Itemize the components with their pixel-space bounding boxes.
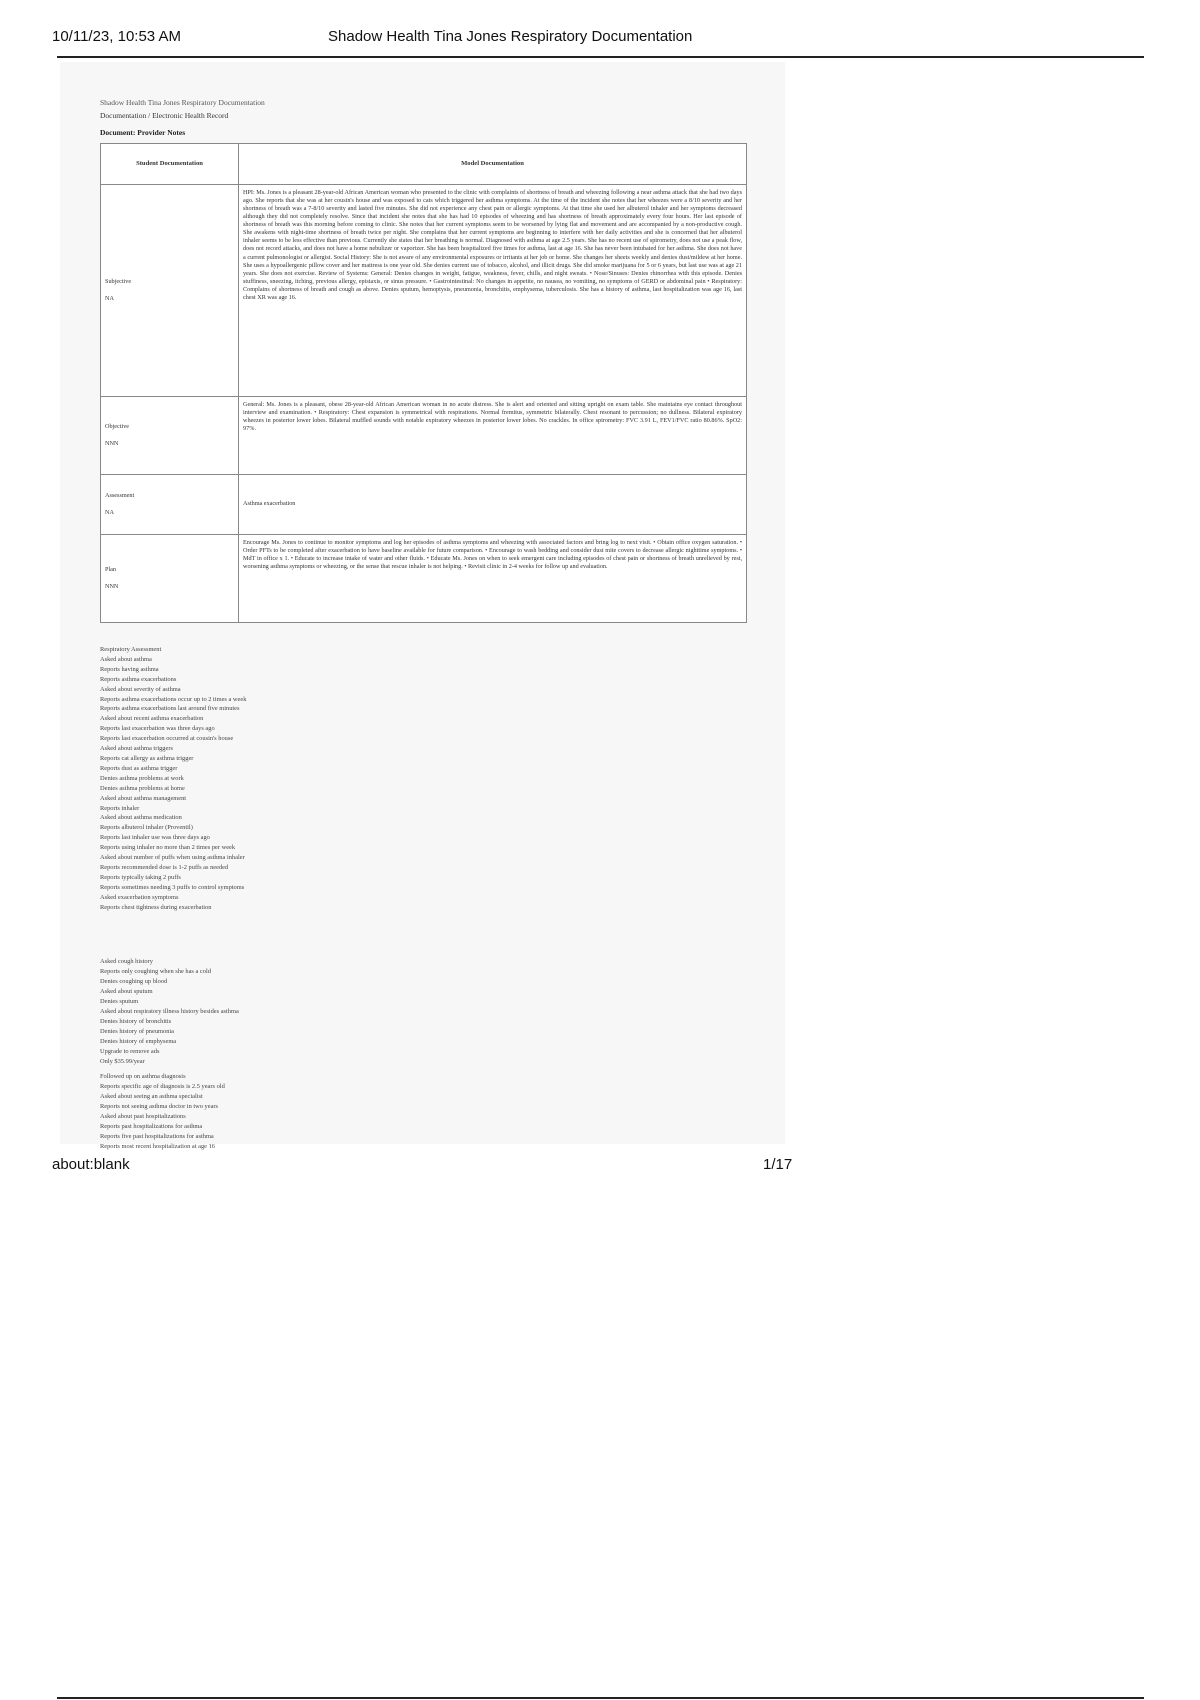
list-item: Reports sometimes needing 3 puffs to control symptoms xyxy=(100,883,245,891)
list-item: Reports specific age of diagnosis is 2.5 years old xyxy=(100,1083,225,1091)
table-row-objective xyxy=(101,397,747,475)
soap-table xyxy=(100,143,747,623)
list-item: Respiratory Assessment xyxy=(100,646,162,653)
document-title: Shadow Health Tina Jones Respiratory Documentation xyxy=(100,98,265,107)
list-item: Denies history of pneumonia xyxy=(100,1027,175,1035)
list-item: Reports last exacerbation occurred at cousin's house xyxy=(100,735,234,743)
list-item: Reports typically taking 2 puffs xyxy=(100,873,181,881)
row-label: Assessment xyxy=(105,492,135,500)
table-header-row xyxy=(101,144,747,185)
assessment-findings xyxy=(100,645,720,1152)
list-item: Reports asthma exacerbations last around five minutes xyxy=(100,705,240,713)
column-header-student: Student Documentation xyxy=(101,144,239,185)
list-item: Asked about asthma management xyxy=(100,794,187,802)
row-label-cell xyxy=(101,535,239,623)
list-item: Reports using inhaler no more than 2 times per week xyxy=(100,844,236,852)
list-item: Asked about recent asthma exacerbation xyxy=(100,715,204,723)
list-item: Followed up on asthma diagnosis xyxy=(100,1073,186,1081)
spacer xyxy=(100,912,720,957)
next-page-divider xyxy=(57,1697,1144,1699)
list-item: Asked about past hospitalizations xyxy=(100,1113,186,1121)
list-item: Reports inhaler xyxy=(100,804,140,812)
findings-list-respiratory xyxy=(100,645,720,912)
list-item: Reports chest tightness during exacerbation xyxy=(100,903,212,911)
list-item: Asked about asthma medication xyxy=(100,814,182,822)
row-label-cell xyxy=(101,185,239,397)
document-breadcrumb: Documentation / Electronic Health Record xyxy=(100,111,229,120)
list-item: Asked about respiratory illness history besides asthma xyxy=(100,1008,239,1015)
document-body xyxy=(100,98,742,1152)
list-item: Denies asthma problems at work xyxy=(100,774,184,782)
row-text: Encourage Ms. Jones to continue to monitor symptoms and log her episodes of asthma symptoms and wheezing with associated factors and bring log to next visit. • Obtain office oxygen saturation. • Order PFTs to be completed after exacerbation to have baseline available for future comparison. • Encourage to wash bedding and consider dust mite covers to decrease allergic nighttime symptoms. • MdT in office x 1. • Educate to increase intake of water and other fluids. • Educate Ms. Jones on when to seek emergent care including episodes of chest pain or shortness of breath unrelieved by rest, worsening asthma symptoms or wheezing, or the sense that rescue inhaler is not helping. • Revisit clinic in 2-4 weeks for follow up and evaluation. xyxy=(239,535,747,623)
list-item: Asked about sputum xyxy=(100,988,153,996)
row-label: Subjective xyxy=(105,278,132,286)
row-stars: NA xyxy=(105,508,114,516)
list-item: Denies history of emphysema xyxy=(100,1037,177,1045)
row-label: Plan xyxy=(105,566,117,574)
list-item: Reports dust as asthma trigger xyxy=(100,764,178,772)
list-item: Reports albuterol inhaler (Proventil) xyxy=(100,824,193,832)
row-text: General: Ms. Jones is a pleasant, obese 28-year-old African American woman in no acute distress. She is alert and oriented and sitting upright on exam table. She maintains eye contact throughout interview and examination. • Respiratory: Chest expansion is symmetrical with respirations. Normal fremitus, symmetric bilaterally. Chest resonant to percussion; no dullness. Bilateral expiratory wheezes in posterior lower lobes. Bilateral muffled sounds with notable expiratory wheezes in posterior lower lobes. No crackles. In office spirometry: FVC 3.91 L, FEV1/FVC ratio 80.86%. SpO2: 97%. xyxy=(239,397,747,475)
list-item: Asked cough history xyxy=(100,958,153,966)
list-item: Reports past hospitalizations for asthma xyxy=(100,1122,203,1130)
list-item: Upgrade to remove ads xyxy=(100,1047,160,1055)
list-item: Reports having asthma xyxy=(100,665,159,673)
findings-list-cough xyxy=(100,957,720,1066)
list-item: Reports five past hospitalizations for asthma xyxy=(100,1132,214,1140)
row-text: HPI: Ms. Jones is a pleasant 28-year-old African American woman who presented to the clinic with complaints of shortness of breath and wheezing following a near asthma attack that she had two days ago. She reports that she was at her cousin's house and was exposed to cats which triggered her asthma symptoms. At the time of the incident she notes that her wheezes were a 8/10 severity and her shortness of breath was a 7-8/10 severity and lasted five minutes. She did not experience any chest pain or allergic symptoms. At that time she used her albuterol inhaler and her symptoms decreased although they did not completely resolve. Since that incident she notes that she has had 10 episodes of wheezing and has shortness of breath approximately every four hours. Her last episode of shortness of breath was this morning before coming to clinic. She notes that her current symptoms seem to be worsened by lying flat and movement and are accompanied by a non-productive cough. She awakens with night-time shortness of breath twice per night. She complains that her current symptoms are beginning to interfere with her daily activities and she is concerned that her albuterol inhaler seems to be less effective than previous. Currently she states that her breathing is normal. Diagnosed with asthma at age 2.5 years. She has no recent use of spirometry, does not use a peak flow, does not record attacks, and does not have a home nebulizer or vaporizer. She has been hospitalized five times for asthma, last at age 16. She has never been intubated for her asthma. She does not have a current pulmonologist or allergist. Social History: She is not aware of any environmental exposures or irritants at her job or home. She changes her sheets weekly and denies dust/mildew at her home. She uses a hypoallergenic pillow cover and her mattress is one year old. She denies current use of tobacco, alcohol, and illicit drugs. She did smoke marijuana for 5 or 6 years, but last use was at age 21 years. She does not exercise. Review of Systems: General: Denies changes in weight, fatigue, weakness, fever, chills, and night sweats. • Nose/Sinuses: Denies rhinorrhea with this episode. Denies stuffiness, sneezing, itching, previous allergy, epistaxis, or sinus pressure. • Gastrointestinal: No changes in appetite, no nausea, no vomiting, no symptoms of GERD or abdominal pain • Respiratory: Complains of shortness of breath and cough as above. Denies sputum, hemoptysis, pneumonia, bronchitis, emphysema, tuberculosis. She has a history of asthma, last hospitalization was age 16, last chest XR was age 16. xyxy=(239,185,747,397)
table-row-subjective xyxy=(101,185,747,397)
list-item: Reports asthma exacerbations xyxy=(100,675,177,683)
table-row-assessment xyxy=(101,475,747,535)
header-divider xyxy=(57,56,1144,58)
list-item: Reports recommended dose is 1-2 puffs as needed xyxy=(100,863,229,871)
list-item: Denies asthma problems at home xyxy=(100,784,185,792)
row-text: Asthma exacerbation xyxy=(239,475,747,535)
list-item: Denies sputum xyxy=(100,998,139,1006)
list-item: Denies coughing up blood xyxy=(100,978,168,986)
list-item: Asked about number of puffs when using asthma inhaler xyxy=(100,854,245,862)
row-label-cell xyxy=(101,397,239,475)
print-url: about:blank xyxy=(52,1156,130,1173)
row-stars: NA xyxy=(105,294,114,302)
row-label: Objective xyxy=(105,423,130,431)
list-item: Reports last exacerbation was three days ago xyxy=(100,725,215,733)
list-item: Reports only coughing when she has a cold xyxy=(100,968,211,976)
provider-notes-heading: Document: Provider Notes xyxy=(100,128,186,137)
list-item: Reports most recent hospitalization at age 16 xyxy=(100,1142,216,1150)
list-item: Reports not seeing asthma doctor in two years xyxy=(100,1103,219,1111)
column-header-model: Model Documentation xyxy=(239,144,747,185)
list-item: Reports cat allergy as asthma trigger xyxy=(100,754,194,762)
document-page xyxy=(60,62,785,1150)
table-row-plan xyxy=(101,535,747,623)
list-item: Reports asthma exacerbations occur up to 2 times a week xyxy=(100,695,247,703)
list-item: Asked about severity of asthma xyxy=(100,685,181,693)
row-stars: NNN xyxy=(105,582,119,590)
list-item: Only $35.99/year xyxy=(100,1057,145,1065)
list-item: Asked exacerbation symptoms xyxy=(100,893,179,901)
list-item: Asked about seeing an asthma specialist xyxy=(100,1093,203,1101)
findings-list-diagnosis xyxy=(100,1072,720,1151)
print-title: Shadow Health Tina Jones Respiratory Documentation xyxy=(328,28,693,45)
list-item: Asked about asthma triggers xyxy=(100,745,173,753)
list-item: Reports last inhaler use was three days ago xyxy=(100,834,210,842)
list-item: Denies history of bronchitis xyxy=(100,1017,172,1025)
row-label-cell xyxy=(101,475,239,535)
row-stars: NNN xyxy=(105,439,119,447)
list-item: Asked about asthma xyxy=(100,655,152,663)
print-datetime: 10/11/23, 10:53 AM xyxy=(52,28,181,45)
page-number: 1/17 xyxy=(763,1156,793,1173)
